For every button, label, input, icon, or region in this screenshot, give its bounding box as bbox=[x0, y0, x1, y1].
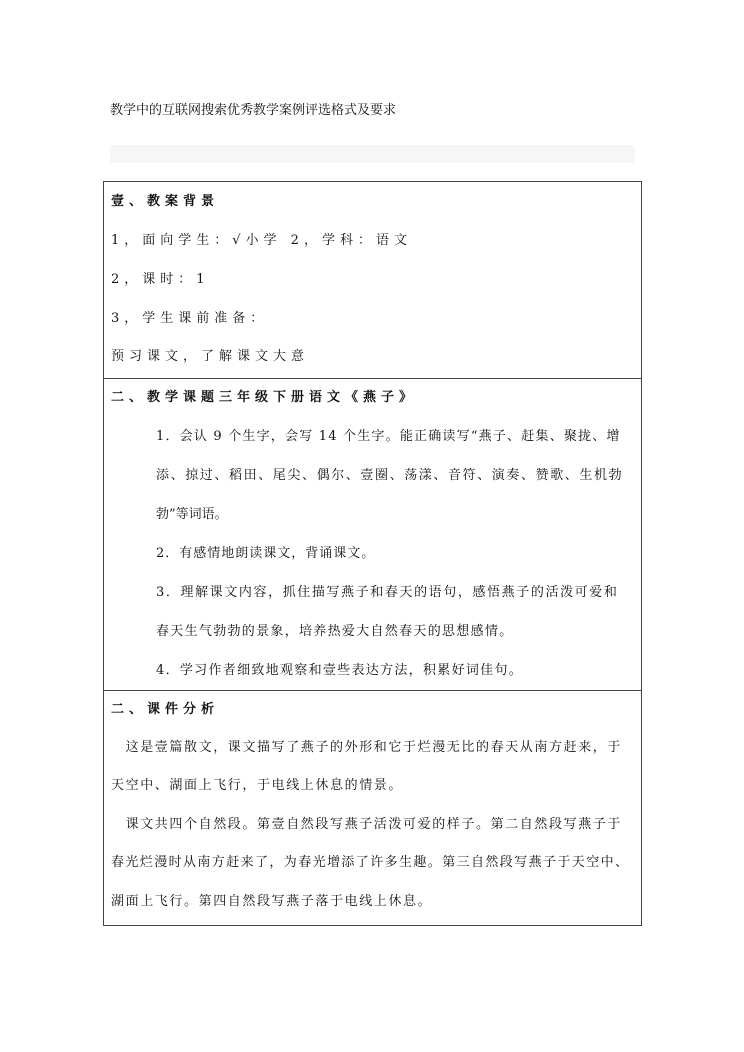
section-topic bbox=[104, 379, 641, 691]
analysis-line: 这是壹篇散文，课文描写了燕子的外形和它于烂漫无比的春天从南方赶来，于 bbox=[111, 740, 623, 755]
section-heading: 二、教学课题三年级下册语文《燕子》 bbox=[111, 390, 418, 405]
lesson-plan-table bbox=[103, 181, 642, 926]
section-heading: 二、课件分析 bbox=[111, 702, 220, 717]
analysis-line: 春光烂漫时从南方赶来了，为春光增添了许多生趣。第三自然段写燕子于天空中、 bbox=[111, 855, 630, 870]
goal-line: 4．学习作者细致地观察和壹些表达方法，积累好词佳句。 bbox=[156, 663, 524, 678]
student-preparation: 3，学生课前准备： bbox=[111, 311, 269, 326]
goal-line: 添、掠过、稻田、尾尖、偶尔、壹圈、荡漾、音符、演奏、赞歌、生机勃 bbox=[156, 468, 624, 483]
section-heading: 壹、教案背景 bbox=[111, 194, 220, 209]
section-analysis bbox=[104, 691, 641, 925]
goal-line: 春天生气勃勃的景象，培养热爱大自然春天的思想感情。 bbox=[156, 624, 514, 639]
section-background bbox=[104, 182, 641, 379]
preparation-detail: 预习课文，了解课文大意 bbox=[111, 349, 310, 364]
target-students: 1，面向学生：√小学 2，学科：语文 bbox=[111, 233, 412, 248]
goal-line: 1．会认 9 个生字，会写 14 个生字。能正确读写“燕子、赶集、聚拢、增 bbox=[156, 429, 621, 444]
goal-line: 勃”等词语。 bbox=[156, 507, 228, 522]
goal-line: 3．理解课文内容，抓住描写燕子和春天的语句，感悟燕子的活泼可爱和 bbox=[156, 585, 619, 600]
analysis-line: 天空中、湖面上飞行，于电线上休息的情景。 bbox=[111, 778, 404, 793]
analysis-line: 湖面上飞行。第四自然段写燕子落于电线上休息。 bbox=[111, 894, 433, 909]
header-bar bbox=[110, 145, 635, 163]
goal-line: 2．有感情地朗读课文，背诵课文。 bbox=[156, 546, 376, 561]
analysis-line: 课文共四个自然段。第壹自然段写燕子活泼可爱的样子。第二自然段写燕子于 bbox=[111, 817, 623, 832]
class-hours: 2，课时：1 bbox=[111, 272, 210, 287]
document-title: 教学中的互联网搜索优秀教学案例评选格式及要求 bbox=[110, 103, 397, 118]
